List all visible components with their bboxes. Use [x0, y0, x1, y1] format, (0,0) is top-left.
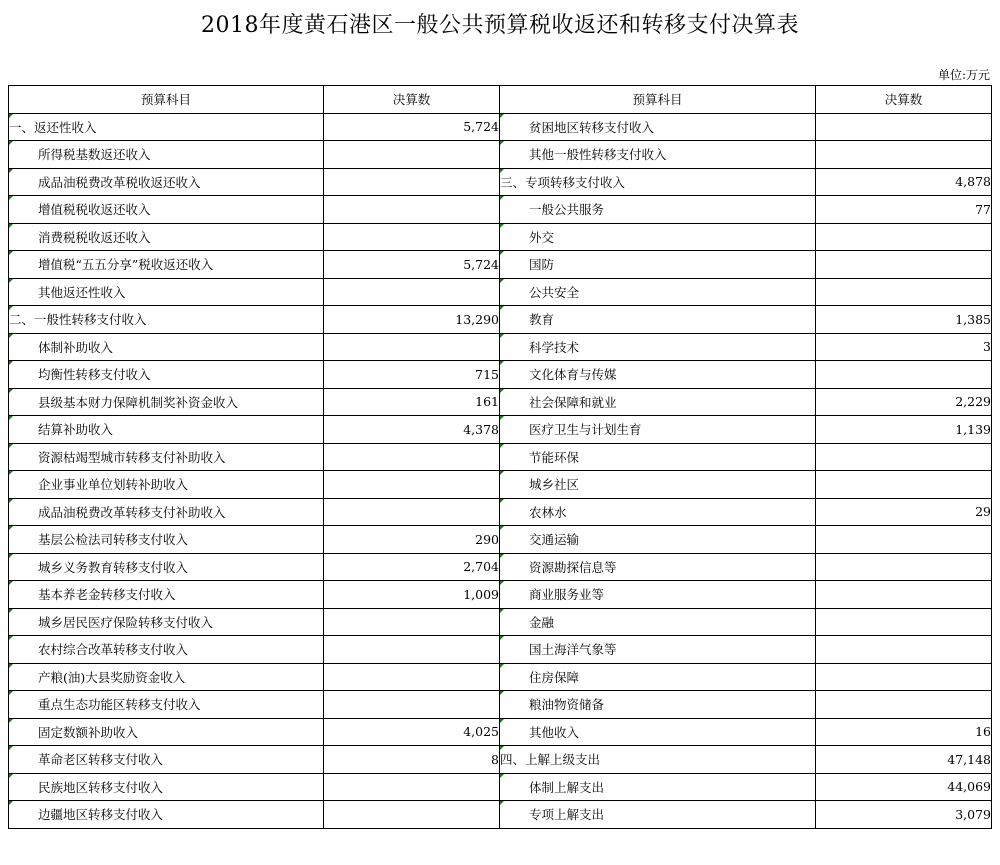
- right-item-cell: 资源勘探信息等: [500, 553, 816, 581]
- table-row: [9, 498, 992, 526]
- left-item-cell: 体制补助收入: [9, 333, 324, 361]
- left-item-cell: 资源枯竭型城市转移支付补助收入: [9, 443, 324, 471]
- left-amount-cell: 715: [324, 361, 500, 389]
- left-amount-cell: 4,378: [324, 416, 500, 444]
- right-item-cell: 三、专项转移支付收入: [500, 168, 816, 196]
- left-item-cell: 革命老区转移支付收入: [9, 746, 324, 774]
- table-row: [9, 168, 992, 196]
- table-row: [9, 306, 992, 334]
- left-amount-cell: [324, 443, 500, 471]
- table-row: [9, 113, 992, 141]
- left-amount-cell: 2,704: [324, 553, 500, 581]
- table-row: [9, 278, 992, 306]
- right-amount-cell: [816, 553, 992, 581]
- left-item-cell: 增值税“五五分享”税收返还收入: [9, 251, 324, 279]
- right-item-cell: 外交: [500, 223, 816, 251]
- right-item-cell: 粮油物资储备: [500, 691, 816, 719]
- left-item-cell: 增值税税收返还收入: [9, 196, 324, 224]
- right-item-cell: 教育: [500, 306, 816, 334]
- left-amount-cell: 4,025: [324, 718, 500, 746]
- right-amount-cell: [816, 223, 992, 251]
- right-amount-cell: [816, 443, 992, 471]
- right-amount-cell: [816, 361, 992, 389]
- right-item-cell: 农林水: [500, 498, 816, 526]
- table-row: [9, 773, 992, 801]
- right-item-cell: 国土海洋气象等: [500, 636, 816, 664]
- right-item-cell: 贫困地区转移支付收入: [500, 113, 816, 141]
- right-item-cell: 金融: [500, 608, 816, 636]
- left-item-cell: 企业事业单位划转补助收入: [9, 471, 324, 499]
- table-row: [9, 196, 992, 224]
- left-item-cell: 成品油税费改革转移支付补助收入: [9, 498, 324, 526]
- right-amount-cell: [816, 471, 992, 499]
- table-row: [9, 718, 992, 746]
- table-row: [9, 223, 992, 251]
- left-item-cell: 结算补助收入: [9, 416, 324, 444]
- left-item-cell: 基本养老金转移支付收入: [9, 581, 324, 609]
- table-row: [9, 553, 992, 581]
- left-item-cell: 其他返还性收入: [9, 278, 324, 306]
- left-amount-cell: 5,724: [324, 251, 500, 279]
- right-item-cell: 四、上解上级支出: [500, 746, 816, 774]
- right-amount-cell: 16: [816, 718, 992, 746]
- left-item-cell: 农村综合改革转移支付收入: [9, 636, 324, 664]
- right-item-cell: 医疗卫生与计划生育: [500, 416, 816, 444]
- left-amount-cell: [324, 168, 500, 196]
- right-amount-cell: [816, 278, 992, 306]
- left-item-cell: 基层公检法司转移支付收入: [9, 526, 324, 554]
- table-row: [9, 636, 992, 664]
- right-amount-cell: 29: [816, 498, 992, 526]
- left-amount-cell: [324, 691, 500, 719]
- left-item-cell: 民族地区转移支付收入: [9, 773, 324, 801]
- left-amount-cell: [324, 663, 500, 691]
- right-amount-cell: [816, 663, 992, 691]
- right-item-cell: 节能环保: [500, 443, 816, 471]
- left-item-cell: 消费税税收返还收入: [9, 223, 324, 251]
- right-amount-cell: [816, 691, 992, 719]
- right-amount-cell: 4,878: [816, 168, 992, 196]
- right-amount-cell: [816, 526, 992, 554]
- right-amount-cell: [816, 636, 992, 664]
- left-amount-cell: 8: [324, 746, 500, 774]
- header-amount-left: 决算数: [324, 86, 500, 114]
- right-amount-cell: 1,139: [816, 416, 992, 444]
- left-amount-cell: [324, 223, 500, 251]
- table-row: [9, 581, 992, 609]
- right-item-cell: 国防: [500, 251, 816, 279]
- right-item-cell: 城乡社区: [500, 471, 816, 499]
- table-row: [9, 526, 992, 554]
- table-row: [9, 388, 992, 416]
- left-amount-cell: [324, 498, 500, 526]
- right-item-cell: 公共安全: [500, 278, 816, 306]
- right-amount-cell: [816, 581, 992, 609]
- budget-table: [8, 85, 992, 829]
- table-body: [9, 113, 992, 828]
- right-item-cell: 社会保障和就业: [500, 388, 816, 416]
- table-header-row: [9, 86, 992, 114]
- right-item-cell: 科学技术: [500, 333, 816, 361]
- table-row: [9, 333, 992, 361]
- header-item-right: 预算科目: [500, 86, 816, 114]
- right-item-cell: 体制上解支出: [500, 773, 816, 801]
- right-amount-cell: [816, 251, 992, 279]
- left-amount-cell: [324, 608, 500, 636]
- left-item-cell: 边疆地区转移支付收入: [9, 801, 324, 829]
- table-row: [9, 361, 992, 389]
- table-row: [9, 471, 992, 499]
- left-item-cell: 城乡义务教育转移支付收入: [9, 553, 324, 581]
- left-item-cell: 二、一般性转移支付收入: [9, 306, 324, 334]
- right-item-cell: 一般公共服务: [500, 196, 816, 224]
- left-item-cell: 产粮(油)大县奖励资金收入: [9, 663, 324, 691]
- left-amount-cell: 290: [324, 526, 500, 554]
- right-amount-cell: [816, 141, 992, 169]
- right-item-cell: 商业服务业等: [500, 581, 816, 609]
- right-item-cell: 交通运输: [500, 526, 816, 554]
- right-amount-cell: 3: [816, 333, 992, 361]
- table-row: [9, 746, 992, 774]
- left-amount-cell: [324, 196, 500, 224]
- page-title: 2018年度黄石港区一般公共预算税收返还和转移支付决算表: [201, 13, 799, 38]
- right-amount-cell: 2,229: [816, 388, 992, 416]
- left-amount-cell: [324, 141, 500, 169]
- left-amount-cell: [324, 333, 500, 361]
- right-amount-cell: 47,148: [816, 746, 992, 774]
- right-item-cell: 专项上解支出: [500, 801, 816, 829]
- left-amount-cell: [324, 801, 500, 829]
- right-amount-cell: 3,079: [816, 801, 992, 829]
- left-amount-cell: [324, 278, 500, 306]
- left-item-cell: 一、返还性收入: [9, 113, 324, 141]
- table-row: [9, 251, 992, 279]
- left-amount-cell: [324, 636, 500, 664]
- left-amount-cell: 161: [324, 388, 500, 416]
- header-amount-right: 决算数: [816, 86, 992, 114]
- left-item-cell: 均衡性转移支付收入: [9, 361, 324, 389]
- left-item-cell: 县级基本财力保障机制奖补资金收入: [9, 388, 324, 416]
- table-row: [9, 141, 992, 169]
- right-item-cell: 其他收入: [500, 718, 816, 746]
- table-row: [9, 443, 992, 471]
- right-item-cell: 文化体育与传媒: [500, 361, 816, 389]
- table-row: [9, 663, 992, 691]
- right-amount-cell: 77: [816, 196, 992, 224]
- right-amount-cell: [816, 608, 992, 636]
- right-item-cell: 其他一般性转移支付收入: [500, 141, 816, 169]
- left-item-cell: 成品油税费改革税收返还收入: [9, 168, 324, 196]
- left-item-cell: 重点生态功能区转移支付收入: [9, 691, 324, 719]
- left-amount-cell: 13,290: [324, 306, 500, 334]
- left-item-cell: 城乡居民医疗保险转移支付收入: [9, 608, 324, 636]
- left-amount-cell: 1,009: [324, 581, 500, 609]
- table-row: [9, 801, 992, 829]
- table-row: [9, 416, 992, 444]
- table-row: [9, 691, 992, 719]
- left-amount-cell: 5,724: [324, 113, 500, 141]
- left-amount-cell: [324, 773, 500, 801]
- left-item-cell: 固定数额补助收入: [9, 718, 324, 746]
- right-amount-cell: 1,385: [816, 306, 992, 334]
- unit-label: 单位:万元: [937, 68, 990, 82]
- right-amount-cell: 44,069: [816, 773, 992, 801]
- left-item-cell: 所得税基数返还收入: [9, 141, 324, 169]
- right-item-cell: 住房保障: [500, 663, 816, 691]
- left-amount-cell: [324, 471, 500, 499]
- header-item-left: 预算科目: [9, 86, 324, 114]
- table-row: [9, 608, 992, 636]
- right-amount-cell: [816, 113, 992, 141]
